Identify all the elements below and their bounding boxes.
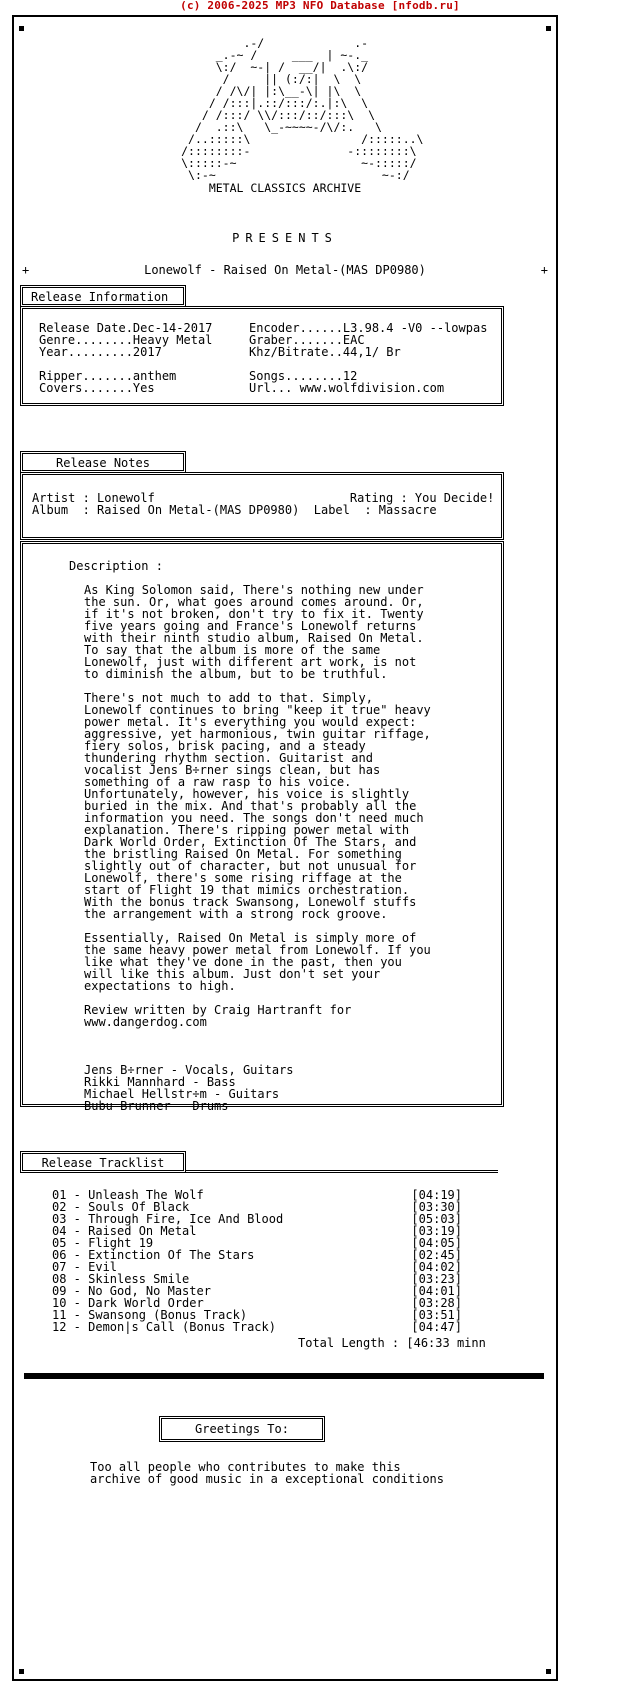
description-line: the bristling Raised On Metal. For something: [84, 847, 402, 861]
release-info-line: Genre........Heavy Metal: [39, 333, 213, 347]
section-title: Release Notes: [56, 456, 150, 470]
track-time: [03:51]: [411, 1308, 462, 1322]
release-info-line: Release Date.Dec-14-2017: [39, 321, 213, 335]
release-info-line: Covers.......Yes: [39, 381, 155, 395]
nfo-frame: [12, 15, 558, 1681]
track-time: [04:01]: [411, 1284, 462, 1298]
corner-dot: [546, 26, 551, 31]
release-title-line: [22, 263, 548, 277]
description-line: Review written by Craig Hartranft for: [84, 1003, 352, 1017]
corner-dot: [19, 26, 24, 31]
corner-dot: [19, 1669, 24, 1674]
description-line: [84, 1040, 431, 1052]
tab-underline: [185, 1170, 498, 1173]
description-line: With the bonus track Swansong, Lonewolf stuffs: [84, 895, 417, 909]
description-line: Lonewolf, there's some rising riffage at the: [84, 871, 402, 885]
description-line: www.dangerdog.com: [84, 1015, 207, 1029]
description-line: Rikki Mannhard - Bass: [84, 1075, 236, 1089]
greetings-box: [159, 1416, 325, 1442]
release-info-line: Khz/Bitrate..44,1/ Br: [249, 345, 401, 359]
tracklist: [52, 1189, 462, 1333]
logo-caption: METAL CLASSICS ARCHIVE: [208, 181, 362, 195]
album-label-line: Album : Raised On Metal-(MAS DP0980) Label : Massacre: [32, 503, 437, 517]
track-title: 01 - Unleash The Wolf: [52, 1188, 204, 1202]
tab-release-tracklist: [20, 1151, 186, 1173]
artist-rating-line: Artist : Lonewolf Rating : You Decide!: [32, 491, 495, 505]
track-title: 03 - Through Fire, Ice And Blood: [52, 1212, 284, 1226]
track-title: 04 - Raised On Metal: [52, 1224, 197, 1238]
release-info-line: Ripper.......anthem: [39, 369, 177, 383]
description-line: the sun. Or, what goes around comes around. Or,: [84, 595, 424, 609]
description-line: vocalist Jens B÷rner sings clean, but has: [84, 763, 381, 777]
description-line: Essentially, Raised On Metal is simply more of: [84, 931, 417, 945]
description-line: Bubu Brunner - Drums: [84, 1099, 229, 1113]
description-line: There's not much to add to that. Simply,: [84, 691, 373, 705]
release-info-line: Graber.......EAC: [249, 333, 365, 347]
description-line: the same heavy power metal from Lonewolf. If you: [84, 943, 431, 957]
description-line: Michael Hellstr÷m - Guitars: [84, 1087, 280, 1101]
track-title: 12 - Demon|s Call (Bonus Track): [52, 1320, 276, 1334]
description-line: Jens B÷rner - Vocals, Guitars: [84, 1063, 294, 1077]
release-title: Lonewolf - Raised On Metal-(MAS DP0980): [144, 263, 426, 277]
description-line: [84, 1028, 431, 1040]
ascii-logo: .-/ .- _.-~ / ___ | ~-._ \:/ ~-| / __/| .\:/ / || (:/:| \ \ / /\/| |:\__-\| |\ \ / /:::|.::/:::/:.|:\ \ / /:::/ \\/:::/::/:::\ \ / .::\ \_-~~~~-/\/:. \ /..:::::\ /:::::..\ /::::::::- -::::::::\ \:::::-~ ~-:::::/ \:-~ ~-:/ METAL CLASSICS ARCHIVE: [14, 37, 556, 194]
description-label: Description :: [69, 559, 163, 573]
description-line: something of a raw rasp to his voice.: [84, 775, 352, 789]
tab-release-information: [20, 285, 186, 307]
description-line: buried in the mix. And that's probably all the: [84, 799, 417, 813]
tab-release-notes: [20, 451, 186, 473]
description-line: will like this album. Just don't set your: [84, 967, 381, 981]
description-line: if it's not broken, don't try to fix it. Twenty: [84, 607, 424, 621]
section-title: Release Information: [31, 290, 169, 304]
description-line: start of Flight 19 that mimics orchestration.: [84, 883, 410, 897]
track-title: 09 - No God, No Master: [52, 1284, 211, 1298]
track-title: 06 - Extinction Of The Stars: [52, 1248, 255, 1262]
release-info-line: Year.........2017: [39, 345, 162, 359]
description-line: to diminish the album, but to be truthful.: [84, 667, 388, 681]
site-header: (c) 2006-2025 MP3 NFO Database [nfodb.ru]: [180, 0, 460, 12]
description-line: the arrangement with a strong rock groove.: [84, 907, 388, 921]
track-time: [03:30]: [411, 1200, 462, 1214]
greetings-text: [90, 1461, 444, 1485]
corner-dot: [546, 1669, 551, 1674]
track-time: [04:19]: [411, 1188, 462, 1202]
track-time: [03:23]: [411, 1272, 462, 1286]
track-title: 10 - Dark World Order: [52, 1296, 204, 1310]
track-time: [05:03]: [411, 1212, 462, 1226]
track-row: [52, 1321, 462, 1333]
release-info-right: [249, 322, 487, 394]
track-title: 05 - Flight 19: [52, 1236, 154, 1250]
section-title: Release Tracklist: [41, 1156, 165, 1170]
description-line: information you need. The songs don't need much: [84, 811, 424, 825]
description-line: with their ninth studio album, Raised On Metal.: [84, 631, 424, 645]
description-line: like what they've done in the past, then you: [84, 955, 402, 969]
description-line: fiery solos, brisk pacing, and a steady: [84, 739, 366, 753]
track-title: 07 - Evil: [52, 1260, 118, 1274]
description-line: Unfortunately, however, his voice is slightly: [84, 787, 410, 801]
track-time: [03:19]: [411, 1224, 462, 1238]
description-line: To say that the album is more of the same: [84, 643, 381, 657]
release-info-left: [39, 322, 212, 394]
release-info-line: Url... www.wolfdivision.com: [249, 381, 445, 395]
track-time: [04:47]: [411, 1320, 462, 1334]
plus-marker: +: [540, 263, 548, 277]
description-box: [20, 541, 504, 1113]
description-line: Dark World Order, Extinction Of The Stars, and: [84, 835, 417, 849]
description-line: explanation. There's ripping power metal with: [84, 823, 410, 837]
divider-bar: [24, 1373, 544, 1379]
description-line: five years going and France's Lonewolf returns: [84, 619, 417, 633]
greetings-line: Too all people who contributes to make this: [90, 1460, 401, 1474]
greetings-title: Greetings To:: [195, 1422, 289, 1436]
release-notes-box: [20, 472, 504, 540]
description-line: As King Solomon said, There's nothing new under: [84, 583, 424, 597]
track-time: [03:28]: [411, 1296, 462, 1310]
track-time: [02:45]: [411, 1248, 462, 1262]
description-line: Lonewolf continues to bring "keep it true" heavy: [84, 703, 431, 717]
total-length: Total Length : [46:33 minn: [298, 1336, 486, 1350]
track-title: 11 - Swansong (Bonus Track): [52, 1308, 248, 1322]
track-time: [04:05]: [411, 1236, 462, 1250]
description-line: slightly out of character, but not unusual for: [84, 859, 417, 873]
description-line: expectations to high.: [84, 979, 236, 993]
description-line: aggressive, yet harmonious, twin guitar riffage,: [84, 727, 431, 741]
description-line: power metal. It's everything you would expect:: [84, 715, 417, 729]
plus-marker: +: [22, 263, 30, 277]
description-line: thundering rhythm section. Guitarist and: [84, 751, 373, 765]
release-info-line: Songs........12: [249, 369, 358, 383]
track-title: 08 - Skinless Smile: [52, 1272, 190, 1286]
release-info-line: Encoder......L3.98.4 -V0 --lowpas: [249, 321, 488, 335]
greetings-line: archive of good music in a exceptional conditions: [90, 1472, 445, 1486]
description-text: [84, 584, 431, 1112]
release-info-box: [20, 306, 504, 406]
track-title: 02 - Souls Of Black: [52, 1200, 190, 1214]
description-line: Lonewolf, just with different art work, is not: [84, 655, 417, 669]
presents-label: PRESENTS: [232, 231, 338, 245]
track-time: [04:02]: [411, 1260, 462, 1274]
